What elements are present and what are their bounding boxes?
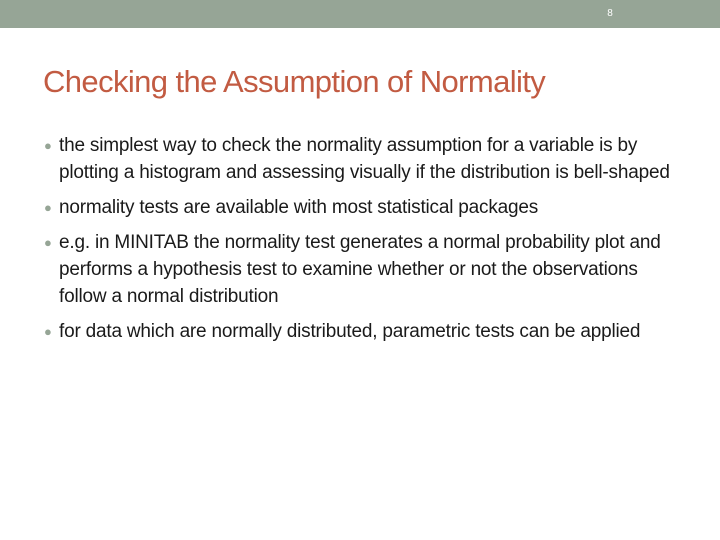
bullet-text: e.g. in MINITAB the normality test generates a normal probability plot and performs a hypothesis test to examine whether or not the observations follow a normal distribution <box>59 232 661 307</box>
slide-number: 8 <box>607 8 613 19</box>
bullet-dot-icon: ● <box>44 235 52 250</box>
top-bar <box>0 0 720 28</box>
bullet-text: the simplest way to check the normality assumption for a variable is by plotting a histogram and assessing visually if the distribution is bell-shaped <box>59 135 670 183</box>
bullet-text: normality tests are available with most statistical packages <box>59 197 539 218</box>
bullet-dot-icon: ● <box>44 324 52 339</box>
bullet-dot-icon: ● <box>44 200 52 215</box>
bullet-item <box>44 318 684 345</box>
slide-title: Checking the Assumption of Normality <box>43 64 546 99</box>
bullet-text: for data which are normally distributed, parametric tests can be applied <box>59 321 641 342</box>
bullet-dot-icon: ● <box>44 138 52 153</box>
bullet-item <box>44 132 684 186</box>
bullet-list <box>44 132 684 353</box>
bullet-item <box>44 194 684 221</box>
bullet-item <box>44 229 684 310</box>
